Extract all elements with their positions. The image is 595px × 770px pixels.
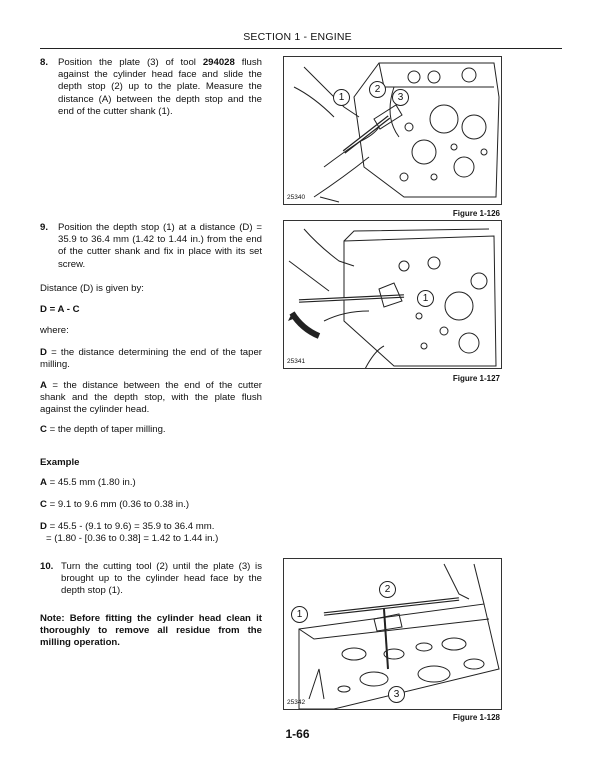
step-text: Position the depth stop (1) at a distance (D) = 35.9 to 36.4 mm (1.42 to 1.44 in.) from the end of the cutter shank and fix in place with its set screw. (58, 222, 262, 270)
callout-3: 3 (388, 686, 405, 703)
tool-number: 294028 (202, 57, 235, 68)
figure-id: 25342 (287, 699, 306, 706)
callout-2: 2 (369, 81, 386, 98)
definition-a: A = the distance between the end of the cutter shank and the depth stop, with the plate flush against the cylinder head. (40, 380, 262, 416)
step-10 (40, 561, 262, 598)
definition-c: C = the depth of taper milling. (40, 424, 166, 435)
where-label: where: (40, 325, 69, 336)
step-number: 9. (40, 222, 49, 233)
figure-id: 25341 (287, 358, 306, 365)
step-number: 8. (40, 57, 49, 68)
example-d-imperial: = (1.80 - [0.36 to 0.38] = 1.42 to 1.44 in.) (46, 533, 219, 544)
example-c: C = 9.1 to 9.6 mm (0.36 to 0.38 in.) (40, 499, 190, 510)
header-rule (40, 48, 562, 49)
example-a: A = 45.5 mm (1.80 in.) (40, 477, 136, 488)
example-heading: Example (40, 457, 80, 468)
step-text: Position the plate (3) of tool 294028 flush against the cylinder head face and slide the depth stop (2) up to the plate. Measure the distance (A) between the depth stop and the end of the cutter shank (1). (58, 57, 262, 117)
step-text: Turn the cutting tool (2) until the plate (3) is brought up to the cylinder head face by the depth stop (1). (61, 561, 262, 597)
figure-caption: Figure 1-127 (452, 374, 500, 383)
page-number: 1-66 (285, 727, 310, 741)
figure-caption: Figure 1-128 (452, 713, 500, 722)
callout-3: 3 (392, 89, 409, 106)
distance-intro: Distance (D) is given by: (40, 283, 144, 294)
definition-d: D = the distance determining the end of the taper milling. (40, 347, 262, 371)
section-header: SECTION 1 - ENGINE (243, 31, 352, 43)
formula: D = A - C (40, 304, 80, 315)
step-8 (40, 57, 262, 118)
callout-1: 1 (291, 606, 308, 623)
step-number: 10. (40, 561, 54, 572)
step-9 (40, 222, 262, 271)
figure-id: 25340 (287, 194, 306, 201)
note: Note: Before fitting the cylinder head clean it thoroughly to remove all residue from the milling operation. (40, 613, 262, 649)
callout-2: 2 (379, 581, 396, 598)
figure-caption: Figure 1-126 (452, 209, 500, 218)
callout-1: 1 (333, 89, 350, 106)
cylinder-head-illustration (284, 57, 501, 204)
figure-127 (283, 220, 502, 369)
figure-126 (283, 56, 502, 205)
figure-128 (283, 558, 502, 710)
callout-1: 1 (417, 290, 434, 307)
depth-stop-illustration (284, 221, 501, 368)
example-d: D = 45.5 - (9.1 to 9.6) = 35.9 to 36.4 mm. (40, 521, 215, 532)
